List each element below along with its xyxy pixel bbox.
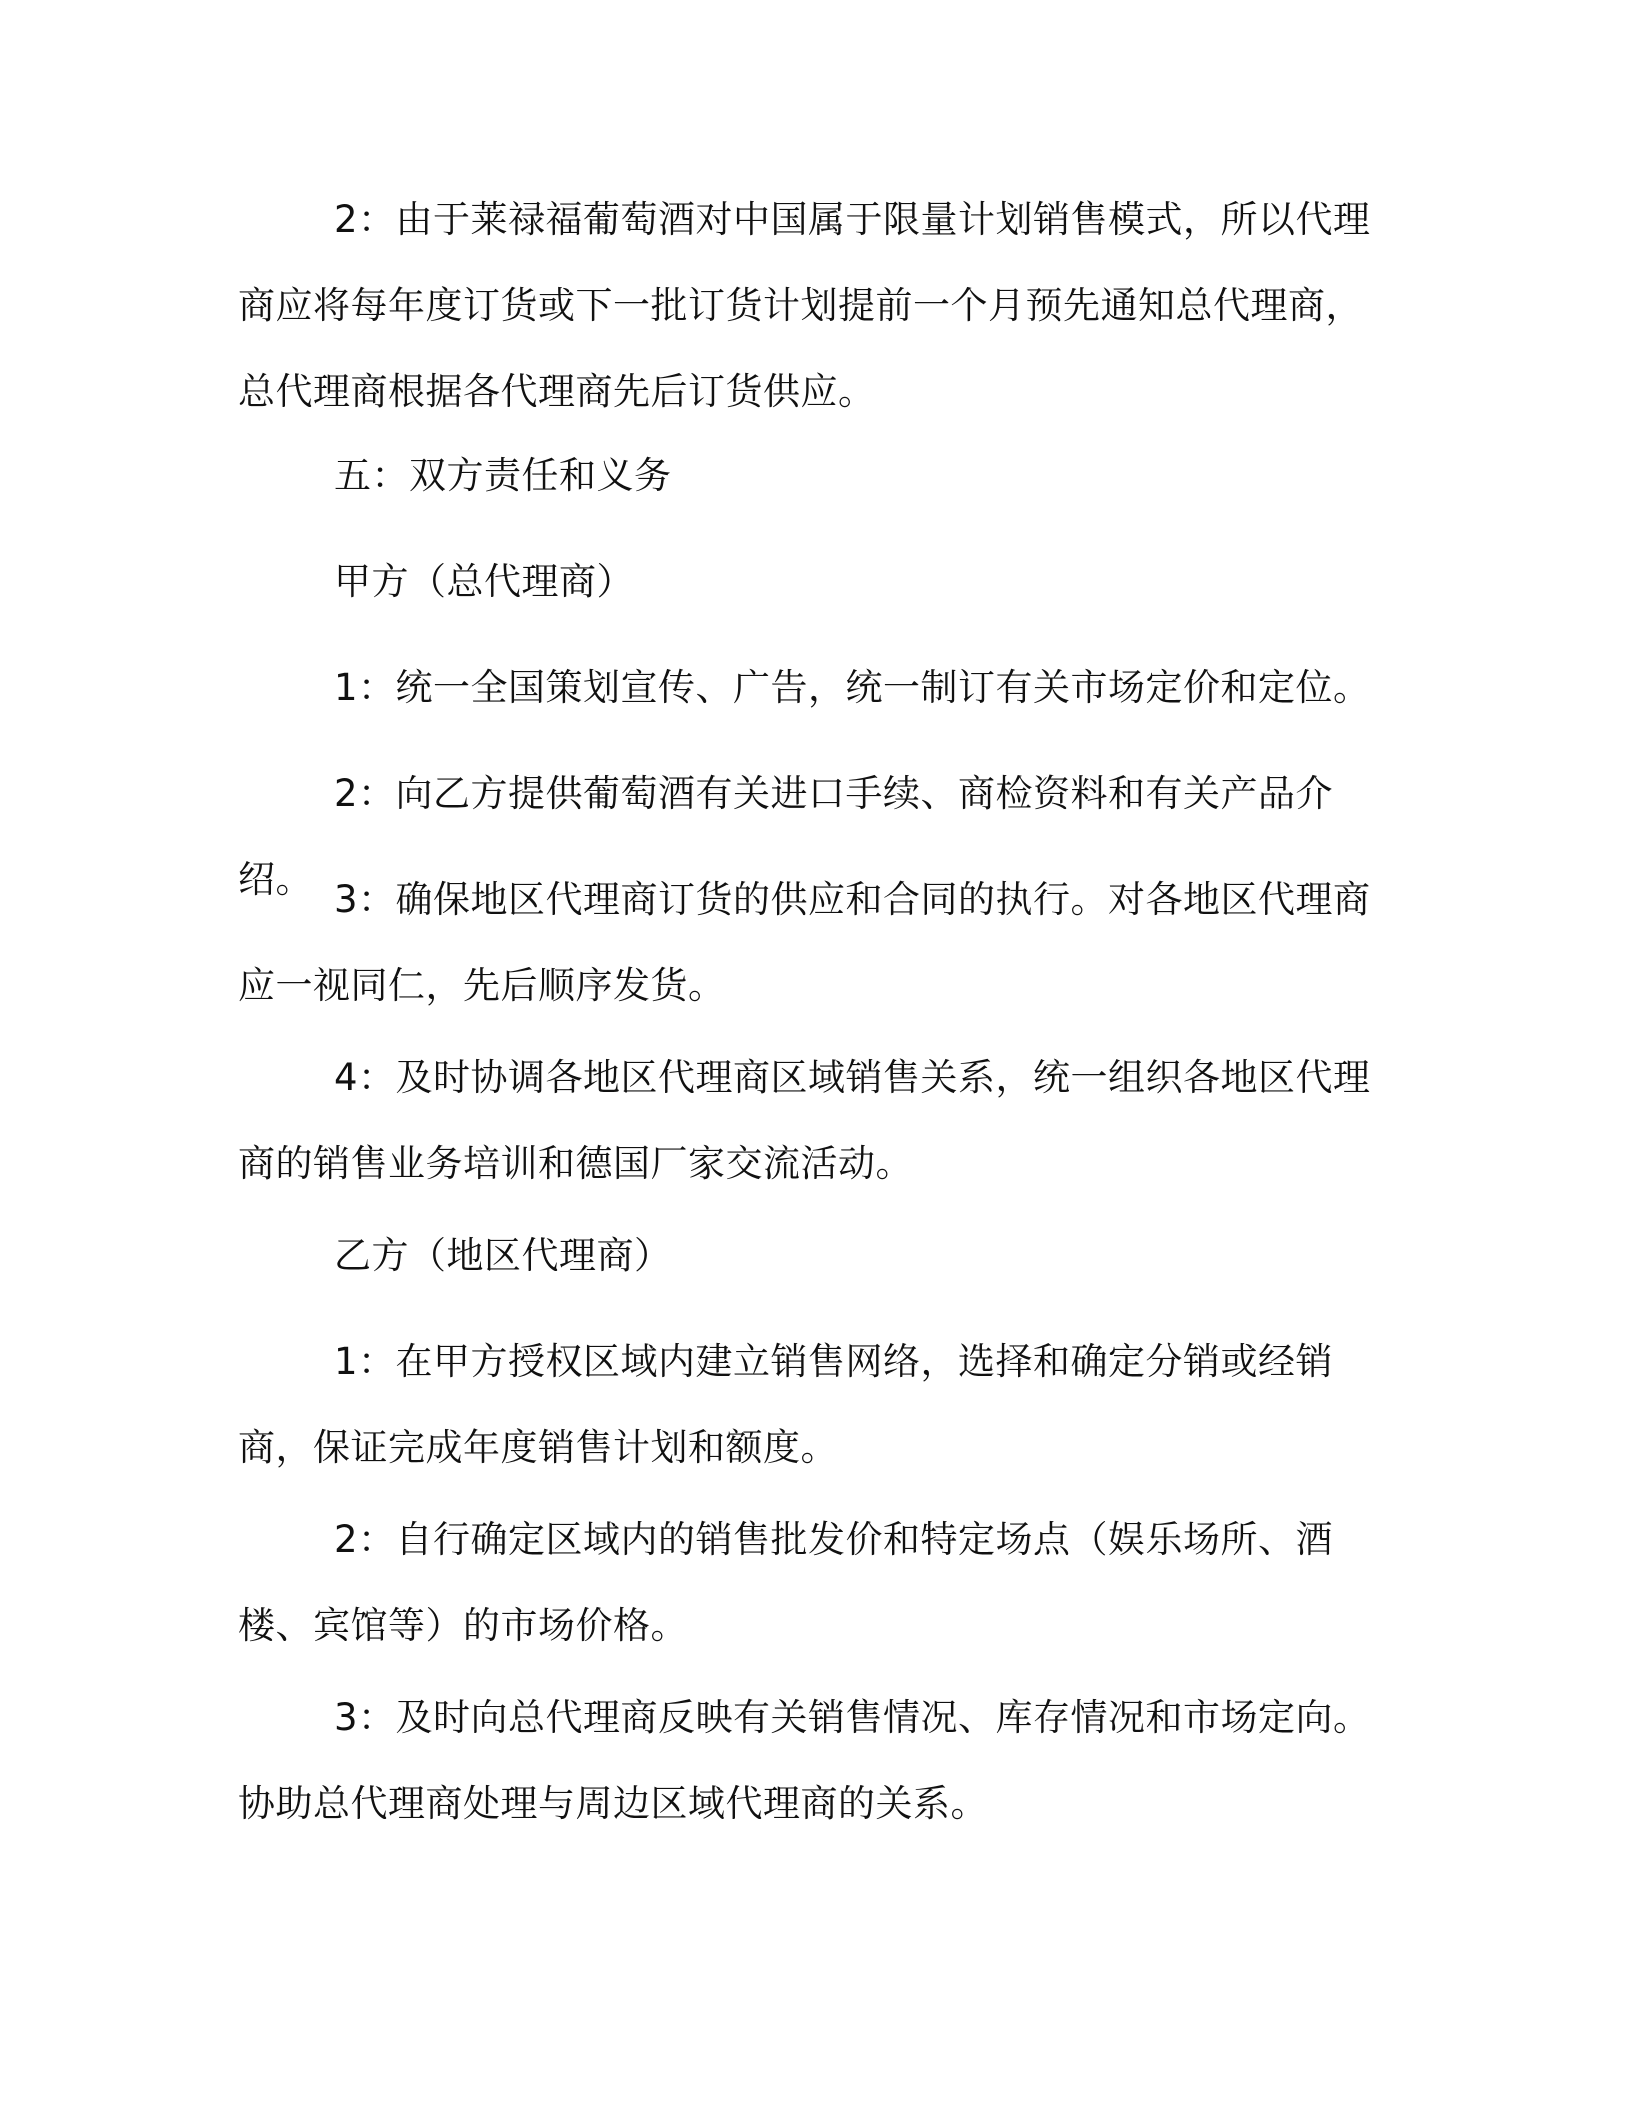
party-a-clause-2: 2：向乙方提供葡萄酒有关进口手续、商检资料和有关产品介绍。 bbox=[238, 772, 1334, 901]
party-b-heading: 乙方（地区代理商） bbox=[334, 1234, 672, 1277]
party-a-clause-4: 4：及时协调各地区代理商区域销售关系，统一组织各地区代理商的销售业务培训和德国厂家交流活动。 bbox=[238, 1056, 1371, 1185]
section-5-heading: 五：双方责任和义务 bbox=[334, 454, 672, 497]
party-a-heading: 甲方（总代理商） bbox=[334, 560, 634, 603]
party-a-clause-1: 1：统一全国策划宣传、广告，统一制订有关市场定价和定位。 bbox=[334, 666, 1371, 709]
party-b-clause-3: 3：及时向总代理商反映有关销售情况、库存情况和市场定向。协助总代理商处理与周边区域代理商的关系。 bbox=[238, 1696, 1371, 1825]
party-b-clause-1: 1：在甲方授权区域内建立销售网络，选择和确定分销或经销商，保证完成年度销售计划和额度。 bbox=[238, 1340, 1334, 1469]
clause-4-2-paragraph: 2：由于莱禄福葡萄酒对中国属于限量计划销售模式，所以代理商应将每年度订货或下一批订货计划提前一个月预先通知总代理商，总代理商根据各代理商先后订货供应。 bbox=[238, 198, 1371, 413]
party-a-clause-3: 3：确保地区代理商订货的供应和合同的执行。对各地区代理商应一视同仁，先后顺序发货。 bbox=[238, 878, 1371, 1007]
party-b-clause-2: 2：自行确定区域内的销售批发价和特定场点（娱乐场所、酒楼、宾馆等）的市场价格。 bbox=[238, 1518, 1334, 1647]
